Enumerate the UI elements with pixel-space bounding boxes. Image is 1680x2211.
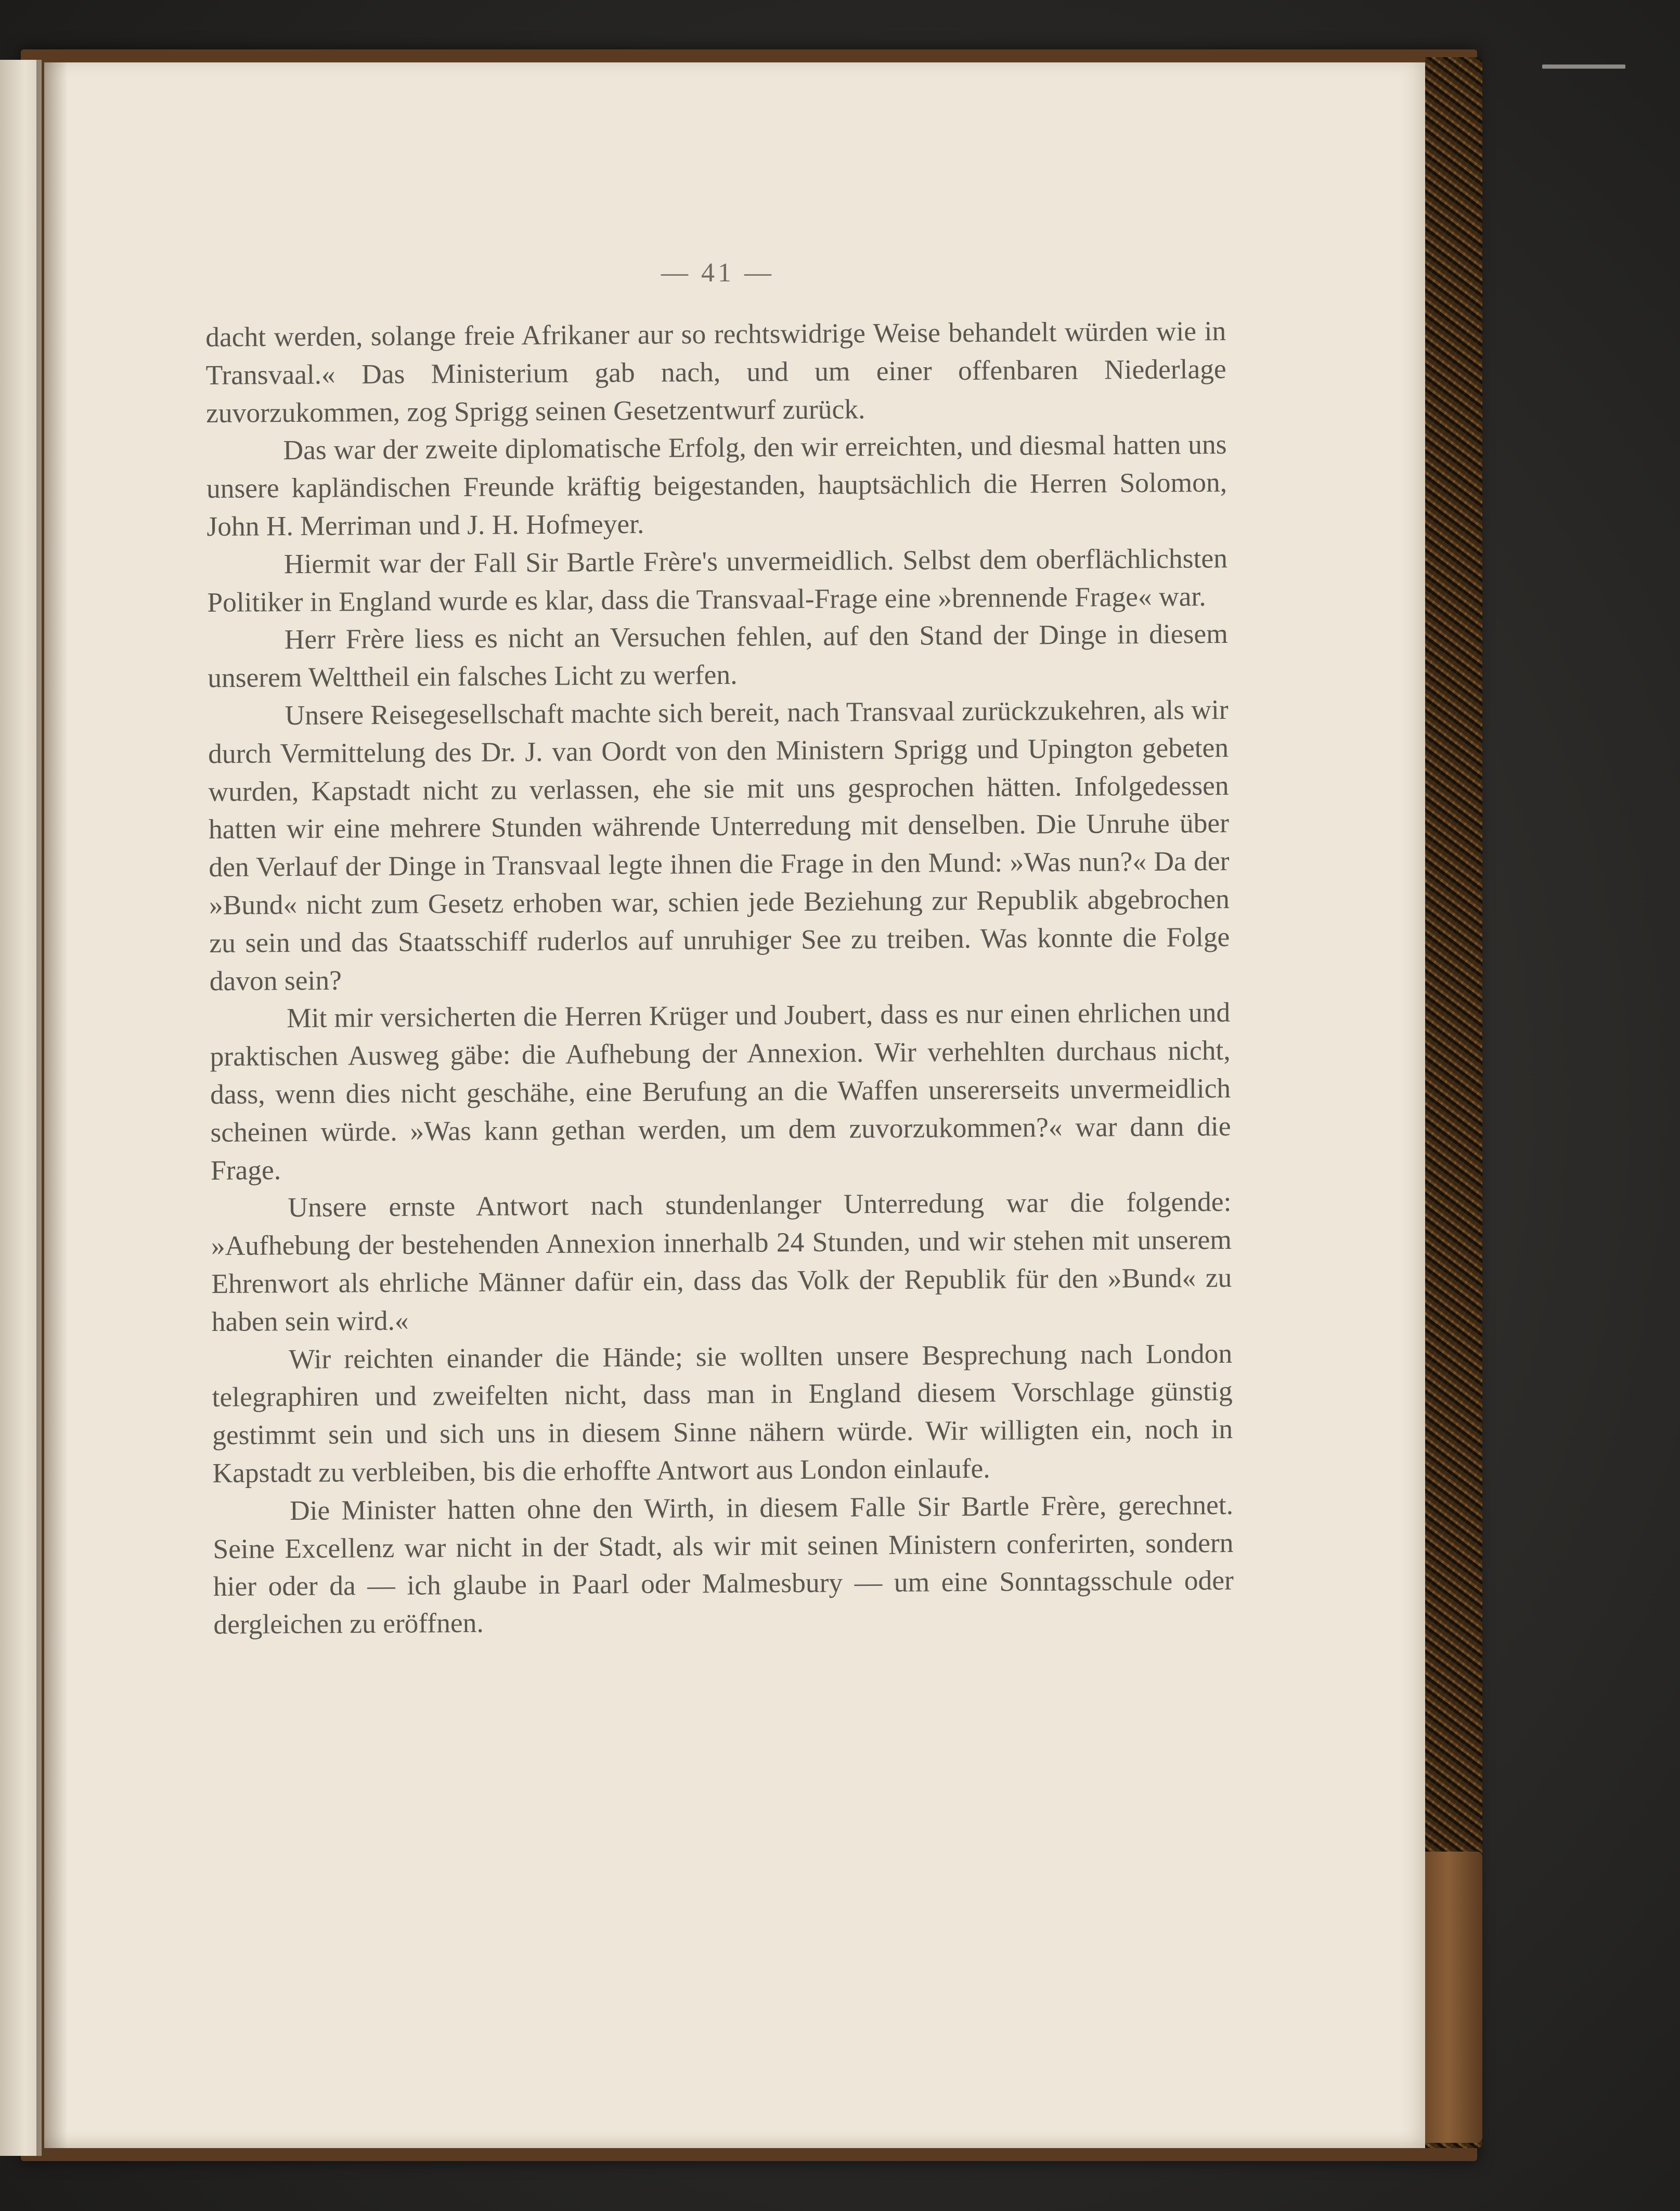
leather-corner-bottom — [1425, 1852, 1482, 2143]
paragraph: Mit mir versicherten die Herren Krüger und Joubert, dass es nur einen ehrlichen und praktischen Ausweg gäbe: die Aufhebung der Annexion. Wir verhehlten durchaus nicht, dass, wenn dies nicht geschähe, eine Berufung an die Waffen unsererseits unvermeidlich scheinen würde. »Was kann gethan werden, um dem zuvorzukommen?« war dann die Frage. — [210, 997, 1231, 1186]
paragraph: Herr Frère liess es nicht an Versuchen fehlen, auf den Stand der Dinge in diesem unserem Welttheil ein falsches Licht zu werfen. — [208, 618, 1228, 694]
paragraph: Hiermit war der Fall Sir Bartle Frère's unvermeidlich. Selbst dem oberflächlichsten Politiker in England wurde es klar, dass die Transvaal-Frage eine »brennende Frage« war. — [207, 542, 1228, 618]
paragraph: Wir reichten einander die Hände; sie wollten unsere Besprechung nach London telegraphiren und zweifelten nicht, dass man in England diesem Vorschlage günstig gestimmt sein und sich uns in diesem Sinne nähern würde. Wir willigten ein, noch in Kapstadt zu verbleiben, bis die erhoffte Antwort aus London einlaufe. — [212, 1337, 1233, 1489]
left-page-edge — [0, 60, 42, 2156]
paragraph-continued: dacht werden, solange freie Afrikaner aur so rechtswidrige Weise behandelt würden wie in Transvaal.« Das Ministerium gab nach, und um einer offenbaren Niederlage zuvorzukommen, zog Sprigg seinen Gesetzentwurf zurück. — [205, 315, 1226, 429]
paragraph: Unsere ernste Antwort nach stundenlanger Unterredung war die folgende: »Aufhebung der bestehenden Annexion innerhalb 24 Stunden, und wir stehen mit unserem Ehrenwort als ehrliche Männer dafür ein, dass das Volk der Republik für den »Bund« zu haben sein wird.« — [211, 1186, 1232, 1337]
paragraph: Unsere Reisegesellschaft machte sich bereit, nach Transvaal zurückzukehren, als wir durch Vermittelung des Dr. J. van Oordt von den Ministern Sprigg und Upington gebeten wurden, Kapstadt nicht zu verlassen, ehe sie mit uns gesprochen hätten. Infolgedessen hatten wir eine mehrere Stunden währende Unterredung mit denselben. Die Unruhe über den Verlauf der Dinge in Transvaal legte ihnen die Frage in den Mund: »Was nun?« Da der »Bund« nicht zum Gesetz erhoben war, schien jede Beziehung zur Republik abgebrochen zu sein und das Staatsschiff ruderlos auf unruhiger See zu treiben. Was konnte die Folge davon sein? — [208, 693, 1230, 997]
paragraph: Das war der zweite diplomatische Erfolg, den wir erreichten, und diesmal hatten uns unsere kapländischen Freunde kräftig beigestanden, hauptsächlich die Herren Solomon, John H. Merriman und J. H. Hofmeyer. — [206, 429, 1227, 542]
paragraph: Die Minister hatten ohne den Wirth, in diesem Falle Sir Bartle Frère, gerechnet. Seine Excellenz war nicht in der Stadt, als wir mit seinen Ministern conferirten, sondern hier oder da — ich glaube in Paarl oder Malmesbury — um eine Sonntagsschule oder dergleichen zu eröffnen. — [213, 1489, 1234, 1640]
gutter-shadow — [36, 60, 68, 2156]
page-number: — 41 — — [661, 258, 774, 288]
marbled-cover-edge — [1425, 57, 1482, 2148]
scan-marker — [1542, 64, 1625, 69]
page-body-text — [205, 312, 1234, 1644]
